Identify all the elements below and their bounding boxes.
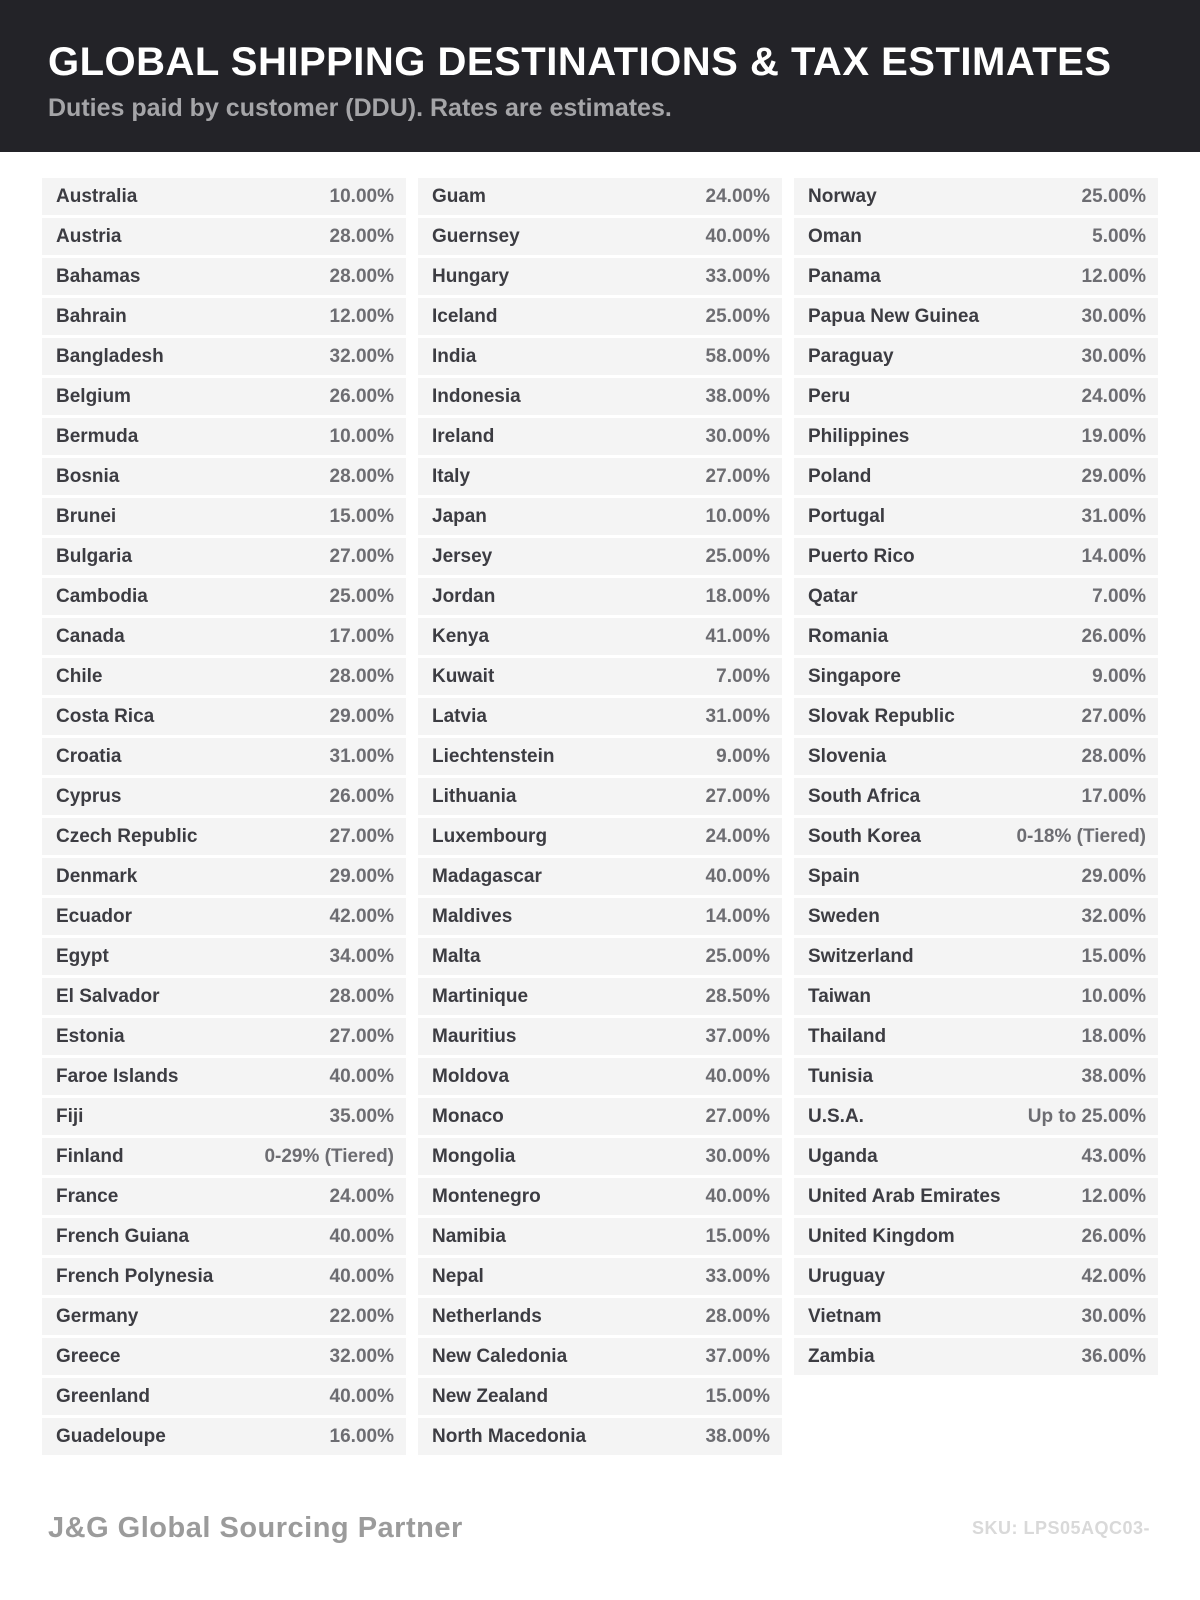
table-row: [418, 938, 782, 975]
country-name: Uruguay: [808, 1265, 886, 1287]
tax-rate: 28.50%: [705, 985, 770, 1007]
table-row: [418, 1338, 782, 1375]
footer: [48, 1512, 1150, 1545]
country-name: Spain: [808, 865, 860, 887]
country-name: Netherlands: [432, 1305, 542, 1327]
country-name: Portugal: [808, 505, 886, 527]
table-row: [794, 218, 1158, 255]
table-row: [794, 1098, 1158, 1135]
tax-rate: 28.00%: [329, 985, 394, 1007]
tax-rate: 31.00%: [705, 705, 770, 727]
country-name: Cambodia: [56, 585, 148, 607]
tax-rate: 30.00%: [1081, 305, 1146, 327]
table-row: [418, 338, 782, 375]
table-row: [42, 458, 406, 495]
tax-rate: 58.00%: [705, 345, 770, 367]
tax-rate: 27.00%: [329, 825, 394, 847]
table-row: [42, 1178, 406, 1215]
tax-rate: 14.00%: [705, 905, 770, 927]
table-row: [42, 778, 406, 815]
tax-rate: 29.00%: [1081, 465, 1146, 487]
country-name: Qatar: [808, 585, 858, 607]
table-row: [794, 418, 1158, 455]
country-name: South Africa: [808, 785, 921, 807]
country-name: Liechtenstein: [432, 745, 555, 767]
table-row: [794, 818, 1158, 855]
country-name: Greenland: [56, 1385, 150, 1407]
country-name: Puerto Rico: [808, 545, 915, 567]
country-name: Italy: [432, 465, 471, 487]
brand-name: J&G Global Sourcing Partner: [48, 1512, 463, 1544]
tax-rate: 38.00%: [705, 385, 770, 407]
table-row: [794, 1258, 1158, 1295]
shipping-rates-table: [0, 178, 1200, 1458]
tax-rate: 38.00%: [705, 1425, 770, 1447]
page-subtitle: Duties paid by customer (DDU). Rates are estimates.: [48, 94, 672, 122]
tax-rate: 24.00%: [705, 825, 770, 847]
tax-rate: 9.00%: [1092, 665, 1146, 687]
table-row: [418, 1018, 782, 1055]
tax-rate: 26.00%: [329, 785, 394, 807]
tax-rate: 26.00%: [1081, 625, 1146, 647]
country-name: Ecuador: [56, 905, 133, 927]
country-name: Denmark: [56, 865, 138, 887]
tax-rate: 10.00%: [329, 185, 394, 207]
country-name: El Salvador: [56, 985, 160, 1007]
country-name: Singapore: [808, 665, 901, 687]
tax-rate: 15.00%: [1081, 945, 1146, 967]
table-row: [418, 378, 782, 415]
table-row: [418, 618, 782, 655]
table-row: [794, 738, 1158, 775]
country-name: Vietnam: [808, 1305, 882, 1327]
table-row: [42, 218, 406, 255]
tax-rate: 40.00%: [705, 225, 770, 247]
tax-rate: 28.00%: [1081, 745, 1146, 767]
country-name: Chile: [56, 665, 103, 687]
table-row: [794, 298, 1158, 335]
tax-rate: 29.00%: [329, 705, 394, 727]
table-row: [418, 1138, 782, 1175]
tax-rate: 30.00%: [1081, 1305, 1146, 1327]
tax-rate: 10.00%: [705, 505, 770, 527]
country-name: Austria: [56, 225, 122, 247]
table-row: [418, 1098, 782, 1135]
table-row: [418, 218, 782, 255]
country-name: Greece: [56, 1345, 121, 1367]
country-name: Namibia: [432, 1225, 506, 1247]
tax-rate: 42.00%: [329, 905, 394, 927]
country-name: Kuwait: [432, 665, 495, 687]
table-row: [42, 658, 406, 695]
country-name: France: [56, 1185, 119, 1207]
table-row: [42, 1058, 406, 1095]
tax-rate: 29.00%: [329, 865, 394, 887]
country-name: Japan: [432, 505, 487, 527]
country-name: Panama: [808, 265, 881, 287]
table-row: [418, 978, 782, 1015]
tax-rate: 12.00%: [1081, 265, 1146, 287]
tax-rate: 27.00%: [705, 465, 770, 487]
table-row: [794, 258, 1158, 295]
tax-rate: 0-18% (Tiered): [1016, 825, 1146, 847]
country-name: Iceland: [432, 305, 498, 327]
country-name: Thailand: [808, 1025, 887, 1047]
tax-rate: 40.00%: [705, 865, 770, 887]
table-row: [42, 1378, 406, 1415]
country-name: North Macedonia: [432, 1425, 587, 1447]
country-name: Romania: [808, 625, 889, 647]
tax-rate: 28.00%: [329, 225, 394, 247]
tax-rate: 30.00%: [1081, 345, 1146, 367]
table-row: [418, 498, 782, 535]
tax-rate: 25.00%: [705, 945, 770, 967]
table-row: [418, 858, 782, 895]
tax-rate: 27.00%: [705, 785, 770, 807]
table-row: [42, 1138, 406, 1175]
country-name: Belgium: [56, 385, 131, 407]
country-name: Norway: [808, 185, 877, 207]
country-name: Moldova: [432, 1065, 510, 1087]
table-row: [418, 458, 782, 495]
country-name: Madagascar: [432, 865, 542, 887]
tax-rate: 42.00%: [1081, 1265, 1146, 1287]
tax-rate: Up to 25.00%: [1027, 1105, 1146, 1127]
tax-rate: 33.00%: [705, 265, 770, 287]
tax-rate: 40.00%: [705, 1185, 770, 1207]
country-name: Mongolia: [432, 1145, 516, 1167]
tax-rate: 0-29% (Tiered): [264, 1145, 394, 1167]
table-row: [794, 698, 1158, 735]
country-name: Jersey: [432, 545, 493, 567]
country-name: Tunisia: [808, 1065, 874, 1087]
country-name: French Polynesia: [56, 1265, 214, 1287]
country-name: Ireland: [432, 425, 495, 447]
tax-rate: 32.00%: [1081, 905, 1146, 927]
country-name: Mauritius: [432, 1025, 517, 1047]
table-row: [794, 1018, 1158, 1055]
table-row: [42, 1218, 406, 1255]
rate-column-2: [418, 178, 782, 1458]
table-row: [418, 578, 782, 615]
tax-rate: 33.00%: [705, 1265, 770, 1287]
country-name: Uganda: [808, 1145, 878, 1167]
table-row: [418, 1298, 782, 1335]
tax-rate: 24.00%: [329, 1185, 394, 1207]
country-name: Peru: [808, 385, 851, 407]
table-row: [42, 1298, 406, 1335]
country-name: Indonesia: [432, 385, 521, 407]
tax-rate: 30.00%: [705, 425, 770, 447]
country-name: Faroe Islands: [56, 1065, 179, 1087]
tax-rate: 28.00%: [329, 465, 394, 487]
tax-rate: 36.00%: [1081, 1345, 1146, 1367]
table-row: [794, 338, 1158, 375]
tax-rate: 9.00%: [716, 745, 770, 767]
table-row: [42, 578, 406, 615]
country-name: Oman: [808, 225, 862, 247]
table-row: [794, 1218, 1158, 1255]
tax-rate: 10.00%: [329, 425, 394, 447]
table-row: [794, 538, 1158, 575]
country-name: South Korea: [808, 825, 921, 847]
tax-rate: 17.00%: [329, 625, 394, 647]
table-row: [42, 178, 406, 215]
tax-rate: 15.00%: [705, 1225, 770, 1247]
tax-rate: 26.00%: [1081, 1225, 1146, 1247]
tax-rate: 15.00%: [705, 1385, 770, 1407]
country-name: Martinique: [432, 985, 529, 1007]
table-row: [42, 418, 406, 455]
table-row: [794, 578, 1158, 615]
tax-rate: 5.00%: [1092, 225, 1146, 247]
country-name: U.S.A.: [808, 1105, 864, 1127]
table-row: [418, 778, 782, 815]
table-row: [418, 258, 782, 295]
country-name: Guam: [432, 185, 486, 207]
tax-rate: 27.00%: [1081, 705, 1146, 727]
table-row: [794, 978, 1158, 1015]
table-row: [42, 1258, 406, 1295]
tax-rate: 14.00%: [1081, 545, 1146, 567]
table-row: [418, 1378, 782, 1415]
tax-rate: 28.00%: [329, 265, 394, 287]
country-name: Hungary: [432, 265, 510, 287]
tax-rate: 40.00%: [329, 1265, 394, 1287]
tax-rate: 41.00%: [705, 625, 770, 647]
tax-rate: 7.00%: [1092, 585, 1146, 607]
country-name: Australia: [56, 185, 138, 207]
table-row: [418, 1178, 782, 1215]
tax-rate: 31.00%: [1081, 505, 1146, 527]
table-row: [418, 658, 782, 695]
country-name: Fiji: [56, 1105, 84, 1127]
table-row: [418, 1218, 782, 1255]
tax-rate: 43.00%: [1081, 1145, 1146, 1167]
country-name: Bahrain: [56, 305, 127, 327]
tax-rate: 40.00%: [705, 1065, 770, 1087]
table-row: [418, 818, 782, 855]
tax-rate: 37.00%: [705, 1345, 770, 1367]
table-row: [794, 498, 1158, 535]
tax-rate: 10.00%: [1081, 985, 1146, 1007]
tax-rate: 25.00%: [705, 545, 770, 567]
country-name: Slovenia: [808, 745, 887, 767]
table-row: [418, 538, 782, 575]
table-row: [42, 618, 406, 655]
table-row: [418, 1058, 782, 1095]
table-row: [794, 898, 1158, 935]
rate-column-1: [42, 178, 406, 1458]
country-name: Brunei: [56, 505, 117, 527]
country-name: Costa Rica: [56, 705, 155, 727]
tax-rate: 28.00%: [705, 1305, 770, 1327]
country-name: Bahamas: [56, 265, 141, 287]
tax-rate: 40.00%: [329, 1385, 394, 1407]
country-name: Malta: [432, 945, 481, 967]
tax-rate: 30.00%: [705, 1145, 770, 1167]
table-row: [42, 978, 406, 1015]
table-row: [794, 178, 1158, 215]
country-name: Bosnia: [56, 465, 120, 487]
tax-rate: 12.00%: [329, 305, 394, 327]
country-name: Sweden: [808, 905, 880, 927]
country-name: Bulgaria: [56, 545, 133, 567]
table-row: [794, 778, 1158, 815]
tax-rate: 7.00%: [716, 665, 770, 687]
tax-rate: 18.00%: [705, 585, 770, 607]
tax-rate: 27.00%: [329, 1025, 394, 1047]
country-name: Poland: [808, 465, 872, 487]
table-row: [794, 1058, 1158, 1095]
country-name: India: [432, 345, 477, 367]
tax-rate: 34.00%: [329, 945, 394, 967]
tax-rate: 24.00%: [705, 185, 770, 207]
tax-rate: 38.00%: [1081, 1065, 1146, 1087]
table-row: [418, 698, 782, 735]
country-name: Estonia: [56, 1025, 125, 1047]
header-banner: [0, 0, 1200, 152]
tax-rate: 26.00%: [329, 385, 394, 407]
country-name: Paraguay: [808, 345, 894, 367]
table-row: [42, 738, 406, 775]
country-name: Switzerland: [808, 945, 914, 967]
country-name: Guadeloupe: [56, 1425, 166, 1447]
table-row: [794, 458, 1158, 495]
sku-label: SKU: LPS05AQC03-: [971, 1518, 1150, 1538]
country-name: Maldives: [432, 905, 513, 927]
table-row: [42, 858, 406, 895]
page-title: GLOBAL SHIPPING DESTINATIONS & TAX ESTIMATES: [48, 40, 1112, 84]
table-row: [42, 258, 406, 295]
country-name: Monaco: [432, 1105, 504, 1127]
tax-rate: 16.00%: [329, 1425, 394, 1447]
country-name: Kenya: [432, 625, 490, 647]
table-row: [42, 698, 406, 735]
table-row: [794, 1298, 1158, 1335]
tax-rate: 25.00%: [705, 305, 770, 327]
table-row: [418, 298, 782, 335]
tax-rate: 40.00%: [329, 1065, 394, 1087]
table-row: [42, 378, 406, 415]
country-name: Latvia: [432, 705, 487, 727]
country-name: Taiwan: [808, 985, 871, 1007]
country-name: New Caledonia: [432, 1345, 568, 1367]
rate-column-3: [794, 178, 1158, 1378]
country-name: Nepal: [432, 1265, 484, 1287]
table-row: [42, 338, 406, 375]
table-row: [418, 738, 782, 775]
table-row: [418, 418, 782, 455]
country-name: Montenegro: [432, 1185, 541, 1207]
tax-rate: 12.00%: [1081, 1185, 1146, 1207]
table-row: [42, 1018, 406, 1055]
tax-rate: 40.00%: [329, 1225, 394, 1247]
table-row: [794, 378, 1158, 415]
table-row: [794, 938, 1158, 975]
table-row: [418, 1418, 782, 1455]
table-row: [794, 618, 1158, 655]
tax-rate: 35.00%: [329, 1105, 394, 1127]
country-name: Bermuda: [56, 425, 139, 447]
country-name: New Zealand: [432, 1385, 549, 1407]
table-row: [794, 858, 1158, 895]
country-name: Papua New Guinea: [808, 305, 980, 327]
tax-rate: 27.00%: [329, 545, 394, 567]
table-row: [42, 1338, 406, 1375]
tax-rate: 19.00%: [1081, 425, 1146, 447]
country-name: Bangladesh: [56, 345, 164, 367]
tax-rate: 22.00%: [329, 1305, 394, 1327]
tax-rate: 18.00%: [1081, 1025, 1146, 1047]
country-name: United Arab Emirates: [808, 1185, 1001, 1207]
country-name: Egypt: [56, 945, 109, 967]
country-name: Finland: [56, 1145, 124, 1167]
table-row: [42, 898, 406, 935]
country-name: Philippines: [808, 425, 910, 447]
country-name: United Kingdom: [808, 1225, 955, 1247]
country-name: Guernsey: [432, 225, 520, 247]
table-row: [794, 1178, 1158, 1215]
tax-rate: 15.00%: [329, 505, 394, 527]
tax-rate: 29.00%: [1081, 865, 1146, 887]
table-row: [418, 1258, 782, 1295]
country-name: Croatia: [56, 745, 122, 767]
table-row: [42, 938, 406, 975]
table-row: [42, 818, 406, 855]
table-row: [794, 1338, 1158, 1375]
tax-rate: 25.00%: [329, 585, 394, 607]
table-row: [418, 178, 782, 215]
tax-rate: 27.00%: [705, 1105, 770, 1127]
table-row: [418, 898, 782, 935]
tax-rate: 32.00%: [329, 345, 394, 367]
tax-rate: 17.00%: [1081, 785, 1146, 807]
table-row: [794, 1138, 1158, 1175]
table-row: [42, 298, 406, 335]
country-name: Canada: [56, 625, 125, 647]
tax-rate: 25.00%: [1081, 185, 1146, 207]
country-name: Cyprus: [56, 785, 122, 807]
tax-rate: 37.00%: [705, 1025, 770, 1047]
country-name: Zambia: [808, 1345, 875, 1367]
table-row: [42, 538, 406, 575]
table-row: [42, 1098, 406, 1135]
table-row: [794, 658, 1158, 695]
country-name: Luxembourg: [432, 825, 548, 847]
tax-rate: 31.00%: [329, 745, 394, 767]
tax-rate: 28.00%: [329, 665, 394, 687]
country-name: Jordan: [432, 585, 496, 607]
tax-rate: 24.00%: [1081, 385, 1146, 407]
tax-rate: 32.00%: [329, 1345, 394, 1367]
country-name: Slovak Republic: [808, 705, 955, 727]
country-name: Lithuania: [432, 785, 517, 807]
country-name: Germany: [56, 1305, 139, 1327]
table-row: [42, 1418, 406, 1455]
table-row: [42, 498, 406, 535]
country-name: French Guiana: [56, 1225, 190, 1247]
country-name: Czech Republic: [56, 825, 198, 847]
